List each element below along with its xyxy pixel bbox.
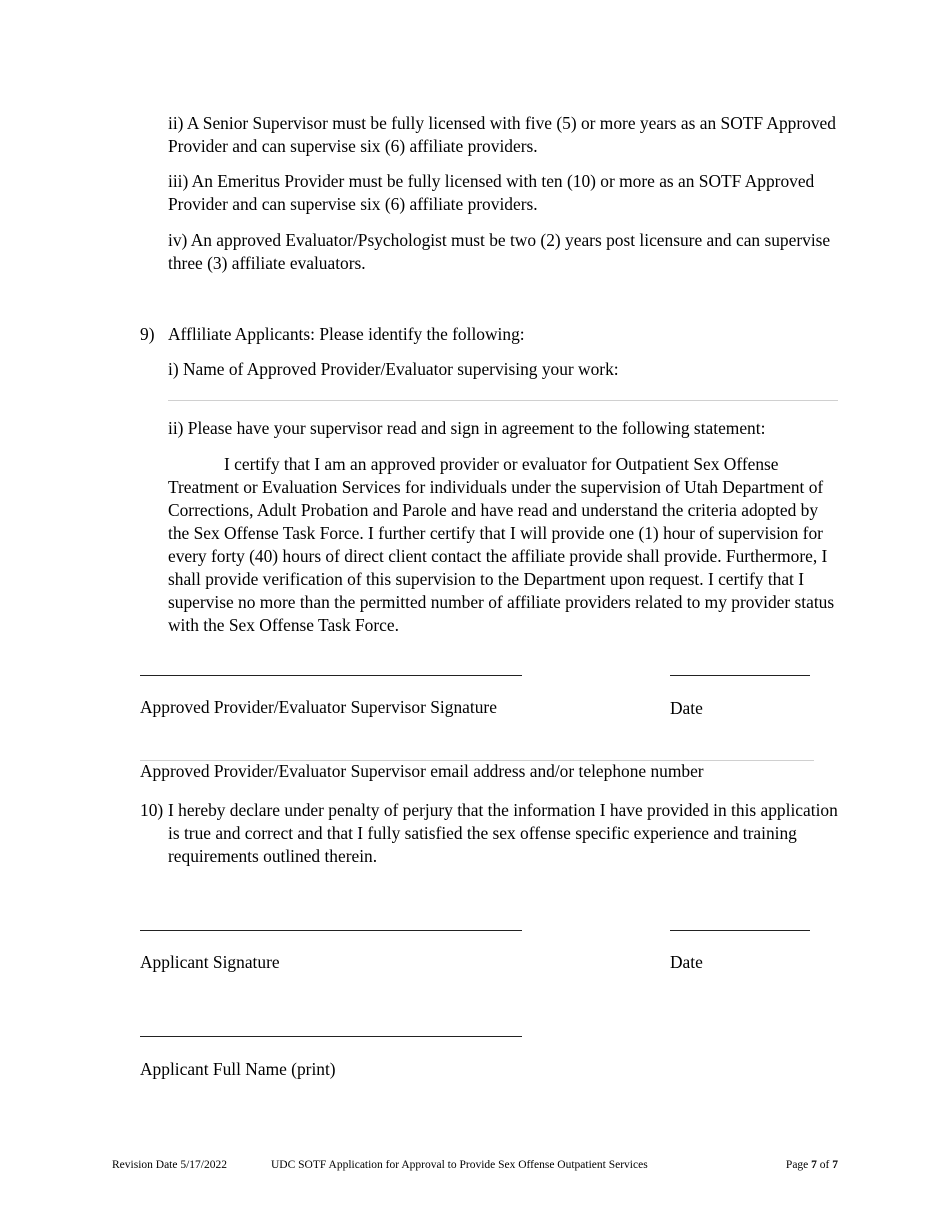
section-9-number: 9) bbox=[140, 324, 155, 344]
perjury-declaration: I hereby declare under penalty of perjury that the information I have provided in this application is true and correct and that I fully satisfied the sex offense specific experience and training requirements outlined therein. bbox=[168, 800, 838, 866]
section-10-number: 10) bbox=[140, 800, 164, 820]
page-of: of bbox=[819, 1159, 830, 1171]
emeritus-provider-requirement: iii) An Emeritus Provider must be fully licensed with ten (10) or more as an SOTF Approved Provider and can supervise six (6) affiliate providers. bbox=[168, 171, 815, 214]
supervisor-contact-label: Approved Provider/Evaluator Supervisor email address and/or telephone number bbox=[140, 761, 704, 781]
supervisor-signature-field[interactable] bbox=[140, 675, 522, 676]
senior-supervisor-requirement: ii) A Senior Supervisor must be fully licensed with five (5) or more years as an SOTF Approved Provider and can supervise six (6) affiliate providers. bbox=[168, 113, 836, 156]
page-current: 7 bbox=[811, 1159, 817, 1171]
page-prefix: Page bbox=[785, 1159, 809, 1171]
applicant-signature-label: Applicant Signature bbox=[140, 952, 280, 972]
footer-revision-date: Revision Date 5/17/2022 bbox=[112, 1159, 227, 1171]
supervisor-signature-label: Approved Provider/Evaluator Supervisor Signature bbox=[140, 697, 497, 717]
applicant-date-label: Date bbox=[670, 952, 703, 972]
supervisor-name-prompt: i) Name of Approved Provider/Evaluator supervising your work: bbox=[168, 359, 619, 379]
footer-document-title: UDC SOTF Application for Approval to Provide Sex Offense Outpatient Services bbox=[271, 1159, 648, 1171]
supervisor-name-field[interactable] bbox=[168, 400, 838, 401]
supervisor-statement-prompt: ii) Please have your supervisor read and sign in agreement to the following statement: bbox=[168, 418, 766, 438]
section-9-heading: Affliliate Applicants: Please identify the following: bbox=[168, 324, 525, 344]
applicant-name-field[interactable] bbox=[140, 1036, 522, 1037]
applicant-signature-field[interactable] bbox=[140, 930, 522, 931]
evaluator-requirement: iv) An approved Evaluator/Psychologist must be two (2) years post licensure and can supervise three (3) affiliate evaluators. bbox=[168, 230, 831, 273]
applicant-date-field[interactable] bbox=[670, 930, 810, 931]
supervisor-date-label: Date bbox=[670, 698, 703, 718]
footer-page-number bbox=[786, 1158, 838, 1173]
supervisor-date-field[interactable] bbox=[670, 675, 810, 676]
page-total: 7 bbox=[832, 1159, 838, 1171]
supervisor-certification-statement: I certify that I am an approved provider or evaluator for Outpatient Sex Offense Treatment or Evaluation Services for individuals under the supervision of Utah Department of Corrections, Adult Probation and Parole and have read and understand the criteria adopted by the Sex Offense Task Force. I further certify that I will provide one (1) hour of supervision for every forty (40) hours of direct client contact the affiliate provide shall provide. Furthermore, I shall provide verification of this supervision to the Department upon request. I certify that I supervise no more than the permitted number of affiliate providers related to my provider status with the Sex Offense Task Force. bbox=[168, 454, 835, 635]
applicant-name-label: Applicant Full Name (print) bbox=[140, 1059, 336, 1079]
